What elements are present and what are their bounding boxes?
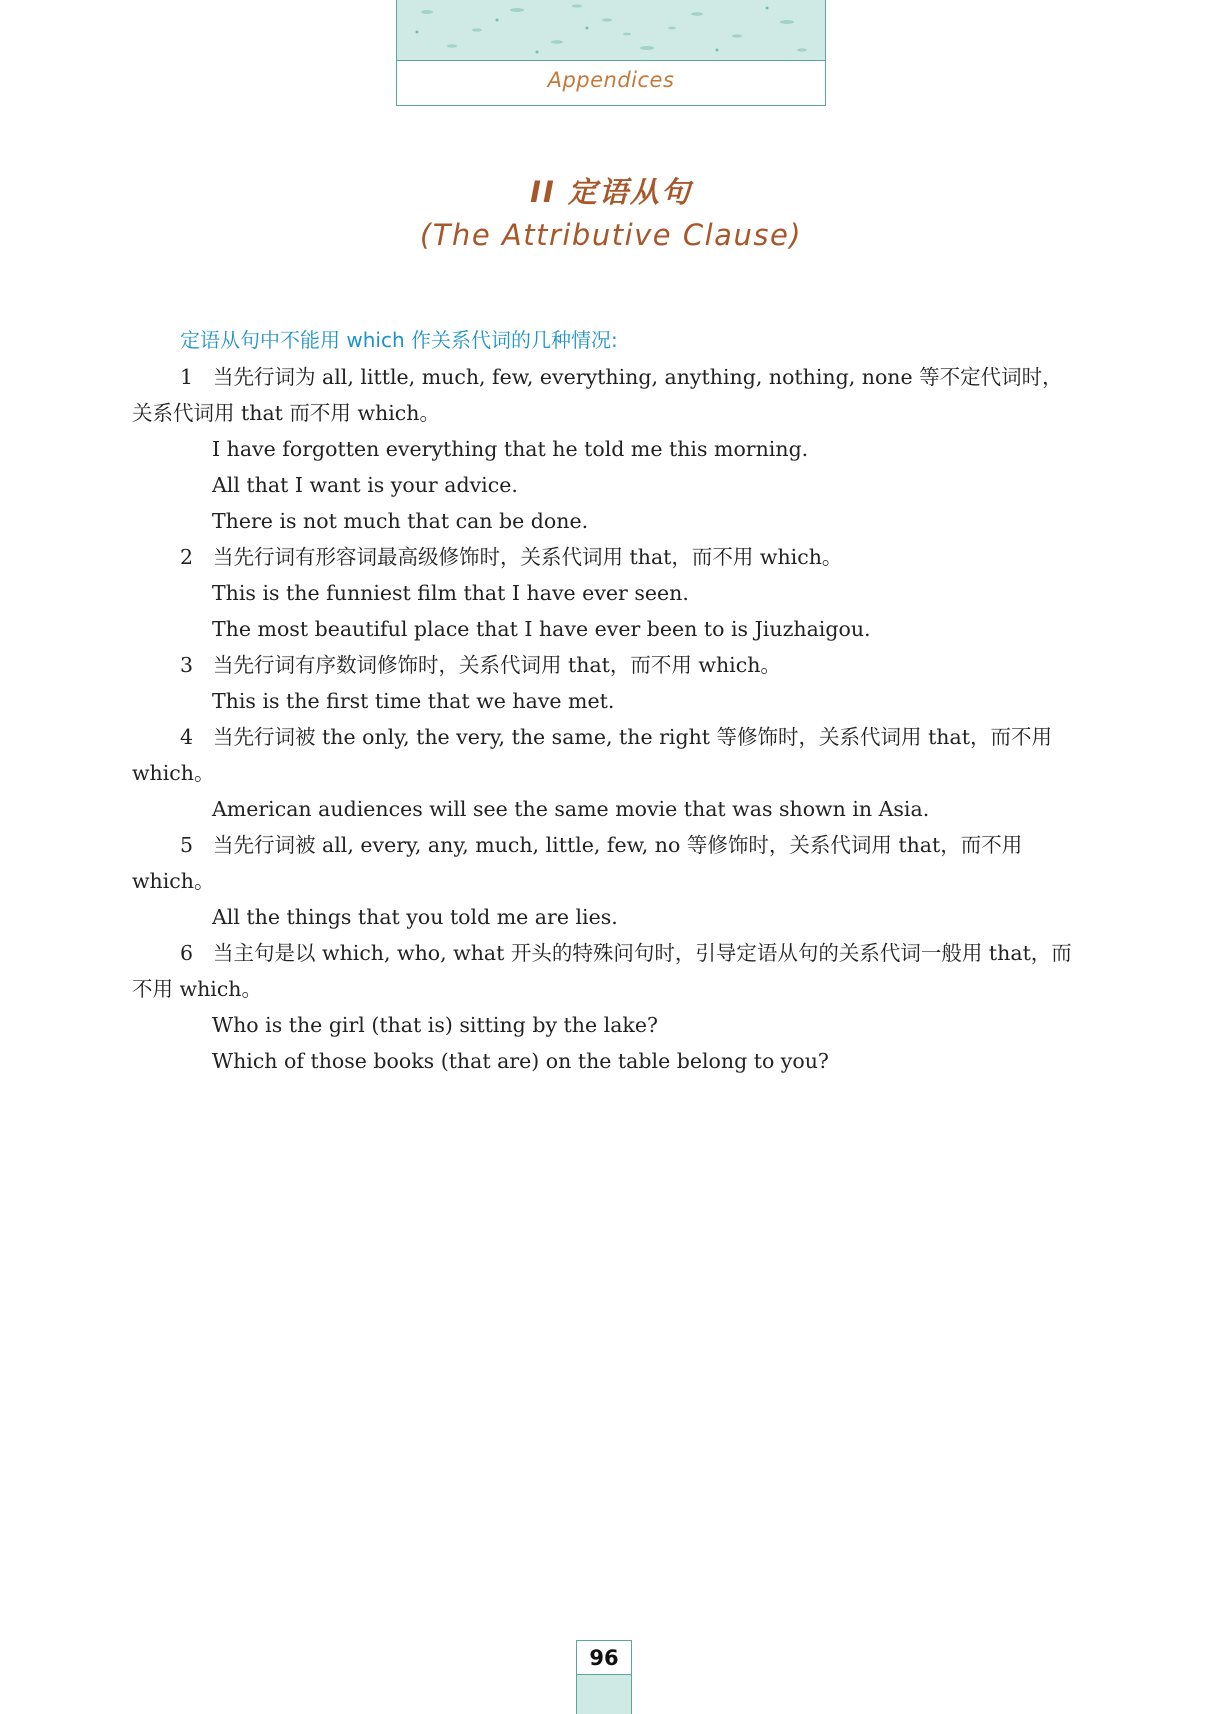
- example-sentence: All that I want is your advice.: [212, 473, 518, 497]
- example-sentence: This is the first time that we have met.: [212, 689, 615, 713]
- example-sentence: The most beautiful place that I have ever been to is Jiuzhaigou.: [212, 617, 871, 641]
- rule-text: 当先行词被 all, every, any, much, little, few, no 等修饰时，关系代词用 that，而不用 which。: [132, 833, 1023, 893]
- rule-number: 5: [180, 833, 194, 857]
- main-content: [132, 322, 1080, 1079]
- running-header: [396, 0, 826, 106]
- rule-text: 当先行词有序数词修饰时，关系代词用 that，而不用 which。: [213, 653, 781, 677]
- header-label: Appendices: [547, 68, 675, 92]
- rule-number: 4: [180, 725, 194, 749]
- rule-text: 当主句是以 which, who, what 开头的特殊问句时，引导定语从句的关系代词一般用 that，而不用 which。: [132, 941, 1072, 1001]
- example-sentence: Which of those books (that are) on the table belong to you?: [212, 1049, 829, 1073]
- example-sentence: I have forgotten everything that he told me this morning.: [212, 437, 809, 461]
- rule-number: 3: [180, 653, 194, 677]
- example-sentence: This is the funniest film that I have ever seen.: [212, 581, 689, 605]
- leaf-pattern-icon: [397, 0, 825, 60]
- rule-text: 当先行词被 the only, the very, the same, the right 等修饰时，关系代词用 that，而不用 which。: [132, 725, 1052, 785]
- section-title-english: (The Attributive Clause): [419, 218, 803, 252]
- header-decoration: [397, 0, 825, 61]
- example-sentence: American audiences will see the same movie that was shown in Asia.: [212, 797, 930, 821]
- page-number: 96: [577, 1641, 631, 1675]
- rule-text: 当先行词有形容词最高级修饰时，关系代词用 that，而不用 which。: [213, 545, 843, 569]
- rule-item: [132, 647, 1080, 683]
- example-sentence: Who is the girl (that is) sitting by the lake?: [212, 1013, 658, 1037]
- rule-number: 2: [180, 545, 194, 569]
- example-sentence: There is not much that can be done.: [212, 509, 589, 533]
- section-title-chinese: II 定语从句: [530, 175, 692, 209]
- rule-item: [132, 359, 1080, 431]
- rule-item: [132, 935, 1080, 1007]
- rule-item: [132, 827, 1080, 899]
- rule-text: 当先行词为 all, little, much, few, everything, anything, nothing, none 等不定代词时，关系代词用 that 而不用 which。: [132, 365, 1063, 425]
- rule-item: [132, 719, 1080, 791]
- example-sentence: All the things that you told me are lies.: [212, 905, 618, 929]
- intro-heading: 定语从句中不能用 which 作关系代词的几种情况:: [180, 328, 618, 352]
- rule-number: 6: [180, 941, 194, 965]
- rule-item: [132, 539, 1080, 575]
- page-footer: [576, 1640, 632, 1714]
- rule-number: 1: [180, 365, 194, 389]
